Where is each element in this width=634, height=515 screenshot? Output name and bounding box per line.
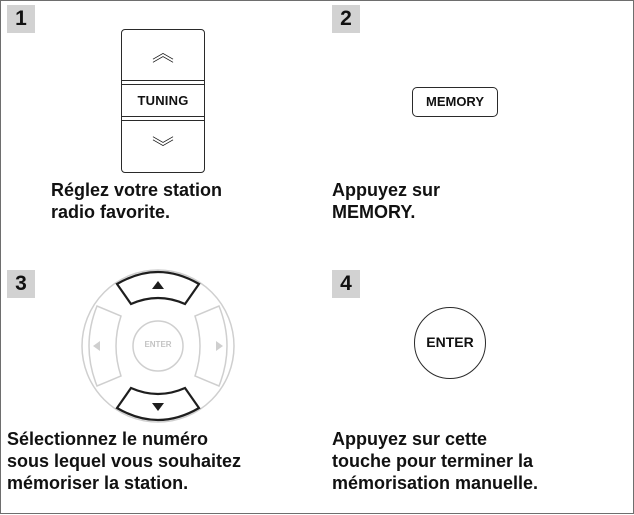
dpad-left-key [89,306,121,386]
enter-button: ENTER [414,307,486,379]
tuning-divider [122,84,204,85]
double-chevron-down-icon: ︾ [151,135,174,160]
dpad-right-key [195,306,227,386]
tuning-divider [122,80,204,81]
tuning-divider [122,120,204,121]
tuning-control [121,29,205,173]
dpad-down-key [117,388,199,420]
tuning-label: TUNING [137,93,189,108]
directional-pad [73,266,243,426]
step-1-number: 1 [7,5,35,33]
dpad-center-label: ENTER [144,340,172,349]
tuning-divider [122,116,204,117]
tuning-up-button [122,32,204,76]
step-3-number: 3 [7,270,35,298]
tuning-down-button [122,126,204,170]
memory-button: MEMORY [412,87,498,117]
step-1-panel [1,1,318,258]
step-2-caption: Appuyez sur MEMORY. [332,180,441,222]
dpad-up-key [117,272,199,304]
step-3-panel [1,258,318,515]
step-4-number: 4 [332,270,360,298]
step-3-caption: Sélectionnez le numéro sous lequel vous souhaitez mémoriser la station. [7,429,242,493]
double-chevron-up-icon: ︽ [151,41,174,66]
step-2-panel [318,1,634,258]
step-1-caption: Réglez votre station radio favorite. [51,180,223,222]
step-4-caption: Appuyez sur cette touche pour terminer la mémorisation manuelle. [332,429,539,493]
step-4-panel [318,258,634,515]
step-2-number: 2 [332,5,360,33]
